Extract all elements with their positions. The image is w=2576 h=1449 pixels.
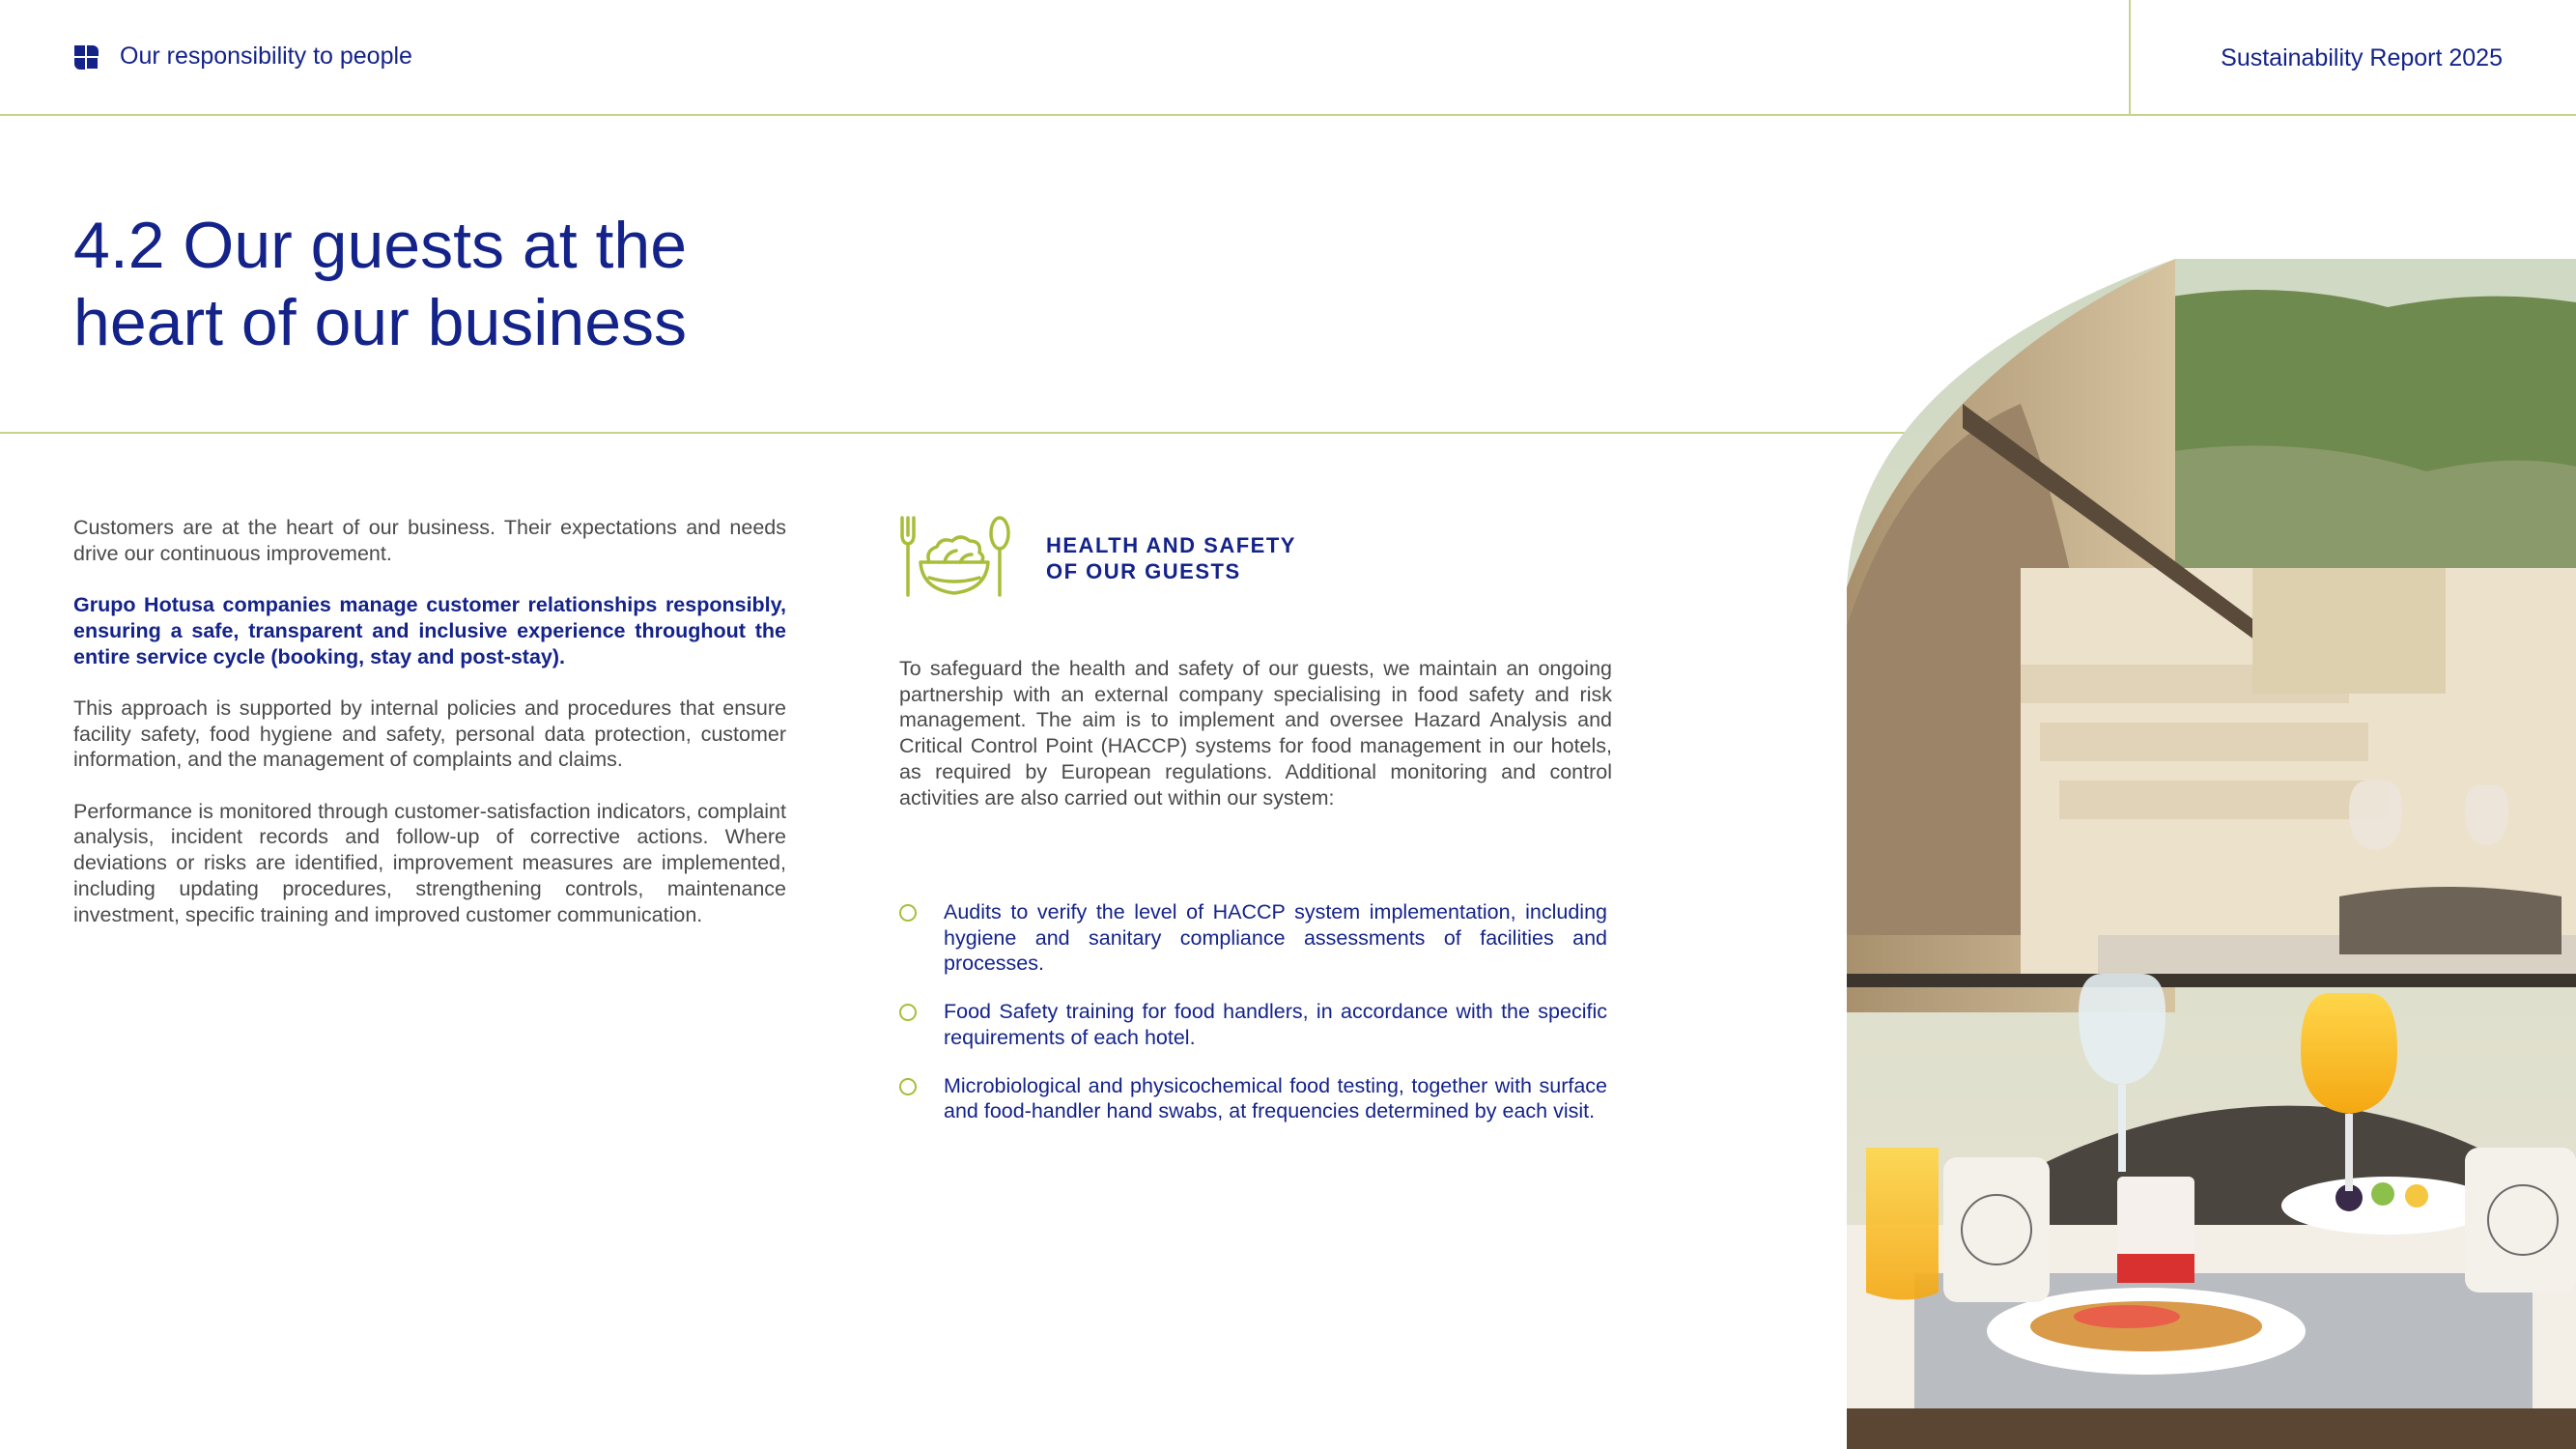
intro-paragraph-4: Performance is monitored through customer-satisfaction indicators, complaint analysis, incident records and follow-up of corrective actions. Where deviations or risks are identified, improvement measures are implemented, including updating procedures, strengthening controls, maintenance investment, specific training and improved customer communication. [73, 799, 786, 926]
list-item-text: Food Safety training for food handlers, in accordance with the specific requirements of each hotel. [944, 1000, 1607, 1049]
hotel-breakfast-photo [1847, 259, 2576, 1449]
section-label: Our responsibility to people [120, 43, 412, 70]
circle-bullet-icon [899, 904, 917, 922]
intro-paragraph-2-highlight: Grupo Hotusa companies manage customer relationships responsibly, ensuring a safe, transparent and inclusive experience throughout the entire service cycle (booking, stay and post-stay). [73, 593, 786, 668]
page-title-line-1: 4.2 Our guests at the [73, 209, 688, 282]
intro-paragraph-1: Customers are at the heart of our business. Their expectations and needs drive our continuous improvement. [73, 516, 786, 565]
page-title-line-2: heart of our business [73, 286, 688, 359]
intro-column [73, 515, 786, 953]
health-safety-list [899, 899, 1607, 1147]
page-header [0, 0, 2576, 116]
intro-paragraph-3: This approach is supported by internal policies and procedures that ensure facility safety, food hygiene and safety, personal data protection, customer information, and the management of complaints and claims. [73, 696, 786, 772]
header-section [73, 43, 412, 71]
health-safety-heading-line-1: HEALTH AND SAFETY [1046, 533, 1296, 557]
circle-bullet-icon [899, 1004, 917, 1021]
circle-bullet-icon [899, 1078, 917, 1095]
title-divider [0, 432, 1922, 434]
page-title [73, 207, 943, 361]
health-safety-heading [1046, 532, 1296, 584]
brand-mark-icon [73, 44, 99, 70]
list-item-text: Microbiological and physicochemical food testing, together with surface and food-handler hand swabs, at frequencies determined by each visit. [944, 1073, 1607, 1123]
health-safety-body: To safeguard the health and safety of our guests, we maintain an ongoing partnership with an external company specialising in food safety and risk management. The aim is to implement and oversee Hazard Analysis and Critical Control Point (HACCP) systems for food management in our hotels, as required by European regulations. Additional monitoring and control activities are also carried out within our system: [899, 657, 1612, 810]
list-item-text: Audits to verify the level of HACCP system implementation, including hygiene and sanitary compliance assessments of facilities and processes. [944, 900, 1607, 976]
food-bowl-utensils-icon [896, 514, 1014, 599]
header-divider [2129, 0, 2131, 116]
health-safety-heading-line-2: OF OUR GUESTS [1046, 559, 1241, 583]
report-title: Sustainability Report 2025 [2221, 44, 2503, 71]
list-item [899, 899, 1607, 977]
list-item [899, 999, 1607, 1050]
list-item [899, 1073, 1607, 1124]
